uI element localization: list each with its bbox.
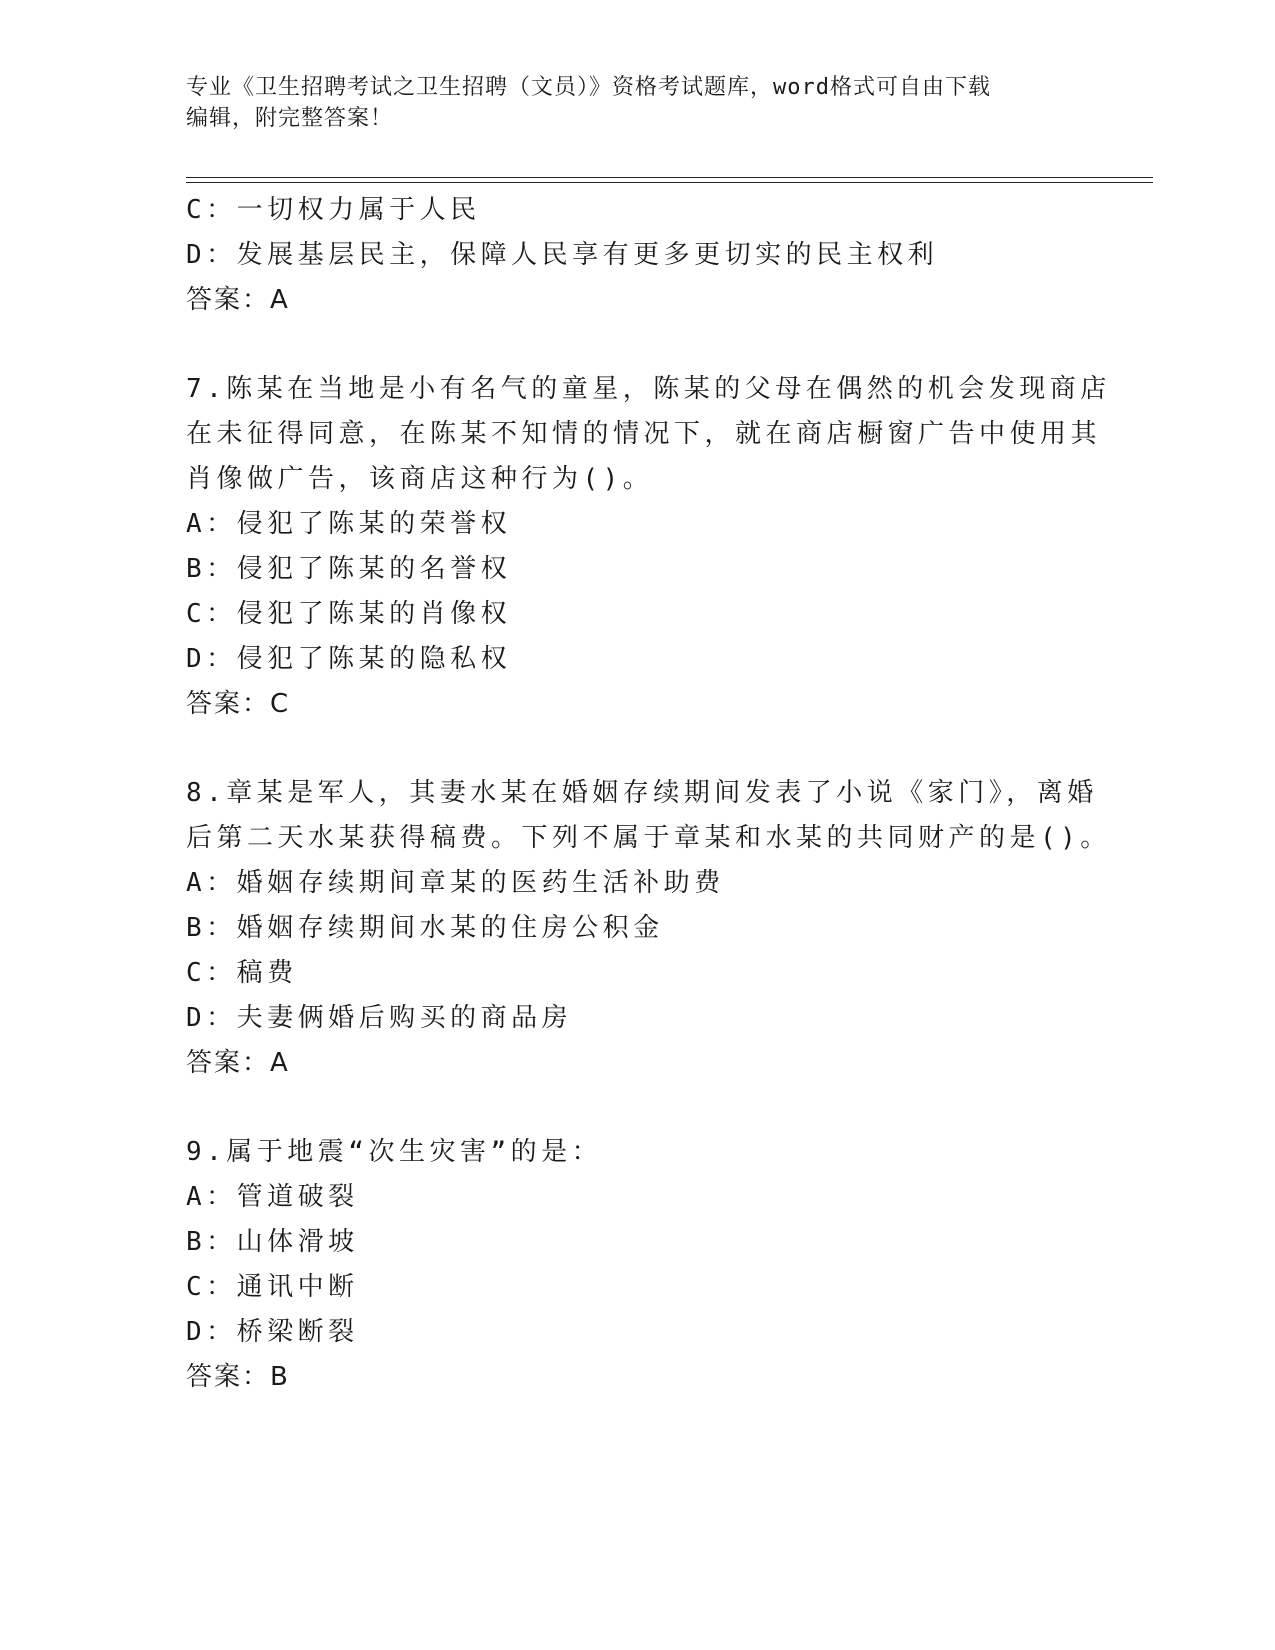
q7-stem-line-2: 在未征得同意，在陈某不知情的情况下，就在商店橱窗广告中使用其 <box>186 419 1102 449</box>
q9-answer: 答案：B <box>186 1362 290 1392</box>
prev-option-d: D：发展基层民主，保障人民享有更多更切实的民主权利 <box>186 240 939 270</box>
q9-option-c: C：通讯中断 <box>186 1272 359 1302</box>
header-divider-bottom <box>186 182 1153 183</box>
q8-option-d: D：夫妻俩婚后购买的商品房 <box>186 1003 573 1033</box>
q7-option-d: D：侵犯了陈某的隐私权 <box>186 644 512 674</box>
q7-answer: 答案：C <box>186 689 291 719</box>
q7-stem-line-1: 7.陈某在当地是小有名气的童星，陈某的父母在偶然的机会发现商店 <box>186 374 1111 404</box>
header-divider-top <box>186 177 1153 178</box>
q9-option-d: D：桥梁断裂 <box>186 1317 359 1347</box>
q7-option-c: C：侵犯了陈某的肖像权 <box>186 599 512 629</box>
document-header <box>186 72 1086 134</box>
q7-option-b: B：侵犯了陈某的名誉权 <box>186 554 512 584</box>
q8-option-a: A：婚姻存续期间章某的医药生活补助费 <box>186 868 725 898</box>
q9-option-b: B：山体滑坡 <box>186 1227 359 1257</box>
q8-option-b: B：婚姻存续期间水某的住房公积金 <box>186 913 664 943</box>
q8-stem-line-1: 8.章某是军人，其妻水某在婚姻存续期间发表了小说《家门》，离婚 <box>186 778 1098 808</box>
header-line-1: 专业《卫生招聘考试之卫生招聘（文员）》资格考试题库，word格式可自由下载 <box>186 75 991 100</box>
q9-stem-line-1: 9.属于地震“次生灾害”的是： <box>186 1137 603 1167</box>
header-line-2: 编辑，附完整答案！ <box>186 106 394 131</box>
q7-option-a: A：侵犯了陈某的荣誉权 <box>186 509 512 539</box>
q9-option-a: A：管道破裂 <box>186 1182 359 1212</box>
q8-answer: 答案：A <box>186 1048 290 1078</box>
q7-stem-line-3: 肖像做广告，该商店这种行为()。 <box>186 464 654 494</box>
prev-option-c: C：一切权力属于人民 <box>186 195 481 225</box>
q8-option-c: C：稿费 <box>186 958 298 988</box>
prev-answer: 答案：A <box>186 285 290 315</box>
q8-stem-line-2: 后第二天水某获得稿费。下列不属于章某和水某的共同财产的是()。 <box>186 823 1111 853</box>
